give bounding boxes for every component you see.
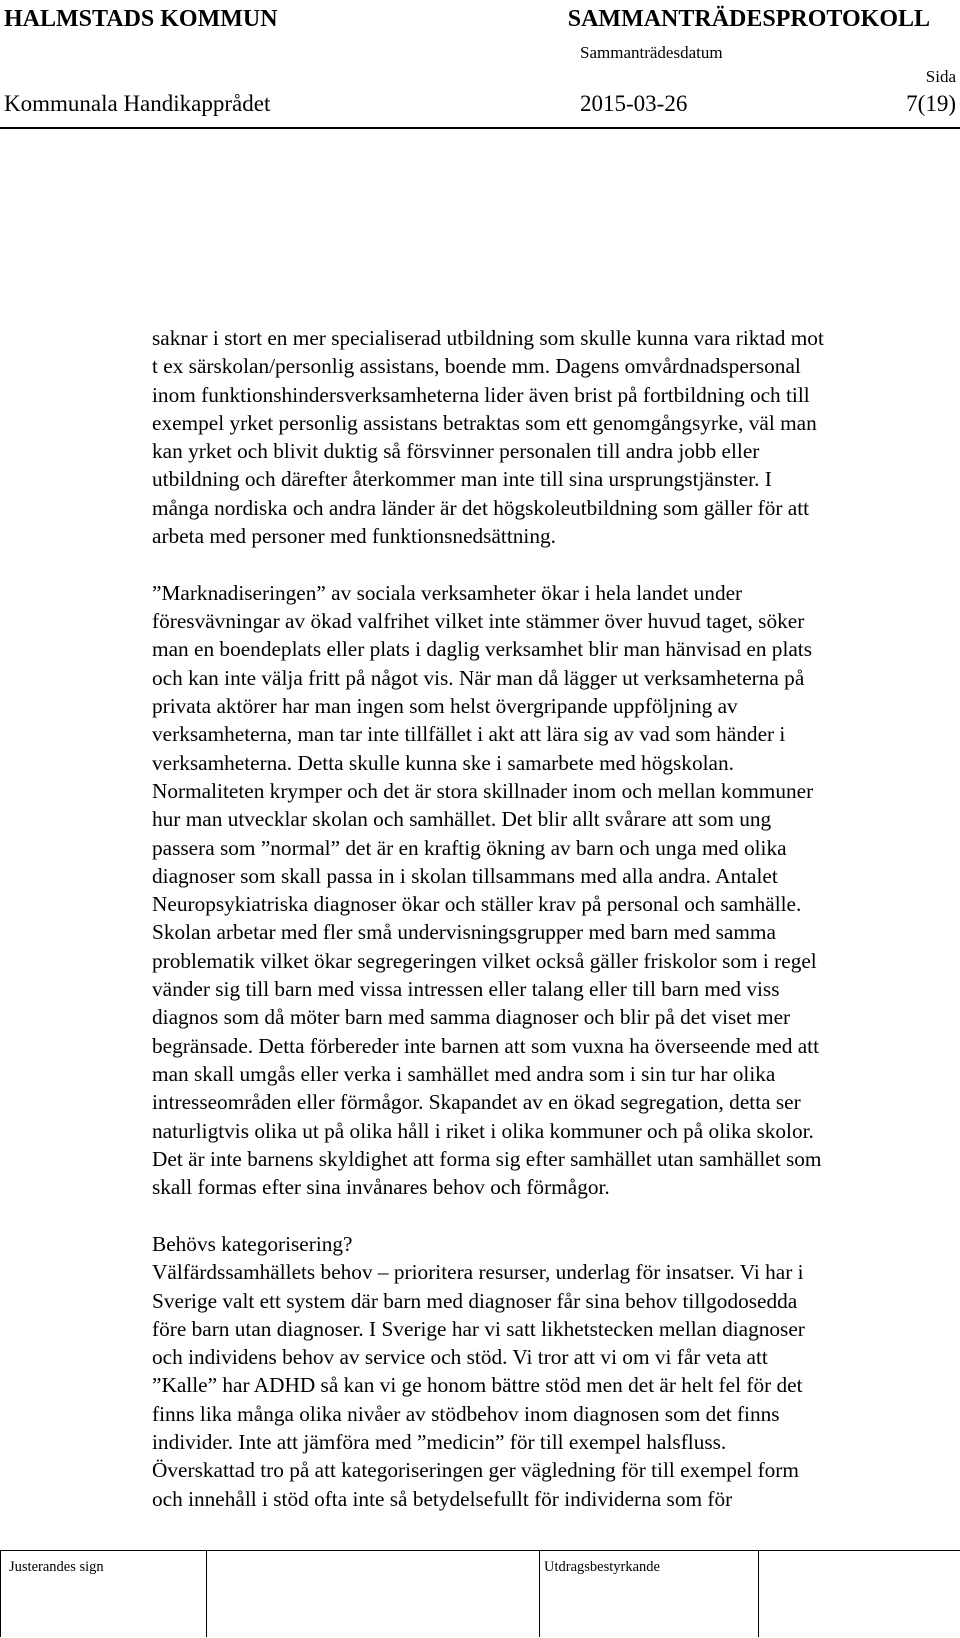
page-label: Sida	[925, 67, 956, 86]
text-line: ”Marknadiseringen” av sociala verksamheter ökar i hela landet under	[152, 580, 743, 605]
text-line: Skolan arbetar med fler små undervisningsgrupper med barn med samma	[152, 920, 776, 945]
text-line: inom funktionshindersverksamheterna lider även brist på fortbildning och till	[152, 382, 810, 407]
header-divider	[0, 127, 960, 129]
text-line: utbildning och därefter återkommer man inte till sina ursprungstjänster. I	[152, 467, 772, 492]
text-line: verksamheterna, man tar inte tillfället i akt att lära sig av vad som händer i	[152, 722, 786, 747]
text-line: Neuropsykiatriska diagnoser ökar och ställer krav på personal och samhälle.	[152, 892, 802, 917]
text-line: naturligtvis olika ut på olika håll i riket i olika kommuner och på olika skolor.	[152, 1118, 814, 1143]
document-body	[152, 324, 932, 1513]
text-line: vänder sig till barn med vissa intressen eller talang eller till barn med viss	[152, 977, 780, 1002]
text-line: exempel yrket personlig assistans betraktas som ett genomgångsyrke, väl man	[152, 410, 817, 435]
text-line: kan yrket och blivit duktig så försvinner personalen till andra jobb eller	[152, 439, 760, 464]
text-line: saknar i stort en mer specialiserad utbildning som skulle kunna vara riktad mot	[152, 326, 824, 350]
text-line: t ex särskolan/personlig assistans, boende mm. Dagens omvårdnadspersonal	[152, 354, 801, 379]
text-line: många nordiska och andra länder är det högskoleutbildning som gäller för att	[152, 495, 810, 520]
text-line: finns lika många olika nivåer av stödbehov inom diagnosen som det finns	[152, 1401, 780, 1426]
paragraph-3	[152, 1230, 932, 1513]
document-type: SAMMANTRÄDESPROTOKOLL	[567, 6, 930, 32]
paragraph-2	[152, 579, 932, 1202]
text-line: Sverige valt ett system där barn med diagnoser får sina behov tillgodosedda	[152, 1288, 798, 1313]
text-line: man skall umgås eller verka i samhället med andra som i sin tur har olika	[152, 1061, 776, 1086]
text-line: skall formas efter sina invånares behov och förmågor.	[152, 1175, 610, 1200]
text-line: Överskattad tro på att kategoriseringen ger vägledning för till exempel form	[152, 1458, 799, 1483]
text-line: begränsade. Detta förbereder inte barnen att som vuxna ha överseende med att	[152, 1033, 820, 1058]
text-line: individer. Inte att jämföra med ”medicin” för till exempel halsfluss.	[152, 1429, 727, 1454]
text-line: verksamheterna. Detta skulle kunna ske i samarbete med högskolan.	[152, 750, 734, 775]
text-line: passera som ”normal” det är en kraftig ökning av barn och unga med olika	[152, 835, 787, 860]
text-line: hur man utvecklar skolan och samhället. Det blir allt svårare att som ung	[152, 807, 772, 832]
page-number: 7(19)	[906, 91, 956, 116]
meeting-date-label: Sammanträdesdatum	[580, 43, 723, 62]
text-line: man en boendeplats eller plats i daglig verksamhet blir man hänvisad en plats	[152, 637, 813, 662]
meeting-date: 2015-03-26	[580, 91, 688, 116]
text-line: privata aktörer har man ingen som helst övergripande uppföljning av	[152, 694, 738, 719]
text-line: före barn utan diagnoser. I Sverige har vi satt likhetstecken mellan diagnoser	[152, 1316, 805, 1341]
organization-name: HALMSTADS KOMMUN	[4, 6, 278, 32]
text-line: och innehåll i stöd ofta inte så betydelsefullt för individerna som för	[152, 1486, 733, 1511]
text-line: ”Kalle” har ADHD så kan vi ge honom bättre stöd men det är helt fel för det	[152, 1373, 803, 1398]
text-line: arbeta med personer med funktionsnedsättning.	[152, 524, 556, 549]
signer-label: Justerandes sign	[9, 1559, 104, 1575]
paragraph-1	[152, 324, 932, 550]
text-line: Välfärdssamhällets behov – prioritera resurser, underlag för insatser. Vi har i	[152, 1260, 804, 1285]
text-line: Normaliteten krymper och det är stora skillnader inom och mellan kommuner	[152, 778, 814, 803]
text-line: och individens behov av service och stöd. Vi tror att vi om vi får veta att	[152, 1345, 768, 1370]
extract-certification-label: Utdragsbestyrkande	[544, 1559, 660, 1575]
paragraph-spacer	[152, 1201, 932, 1230]
section-heading: Behövs kategorisering?	[152, 1231, 353, 1256]
text-line: problematik vilket ökar segregeringen vilket också gäller friskolor som i regel	[152, 948, 817, 973]
text-line: föresvävningar av ökad valfrihet vilket inte stämmer över huvud taget, söker	[152, 609, 805, 634]
text-line: intresseområden eller förmågor. Skapandet av en ökad segregation, detta ser	[152, 1090, 801, 1115]
text-line: Det är inte barnens skyldighet att forma sig efter samhället utan samhället som	[152, 1146, 822, 1171]
text-line: och kan inte välja fritt på något vis. När man då lägger ut verksamheterna på	[152, 665, 805, 690]
text-line: diagnos som då möter barn med samma diagnoser och blir på det viset mer	[152, 1005, 791, 1030]
paragraph-spacer	[152, 550, 932, 579]
committee-name: Kommunala Handikapprådet	[4, 91, 271, 116]
text-line: diagnoser som skall passa in i skolan tillsammans med alla andra. Antalet	[152, 863, 778, 888]
